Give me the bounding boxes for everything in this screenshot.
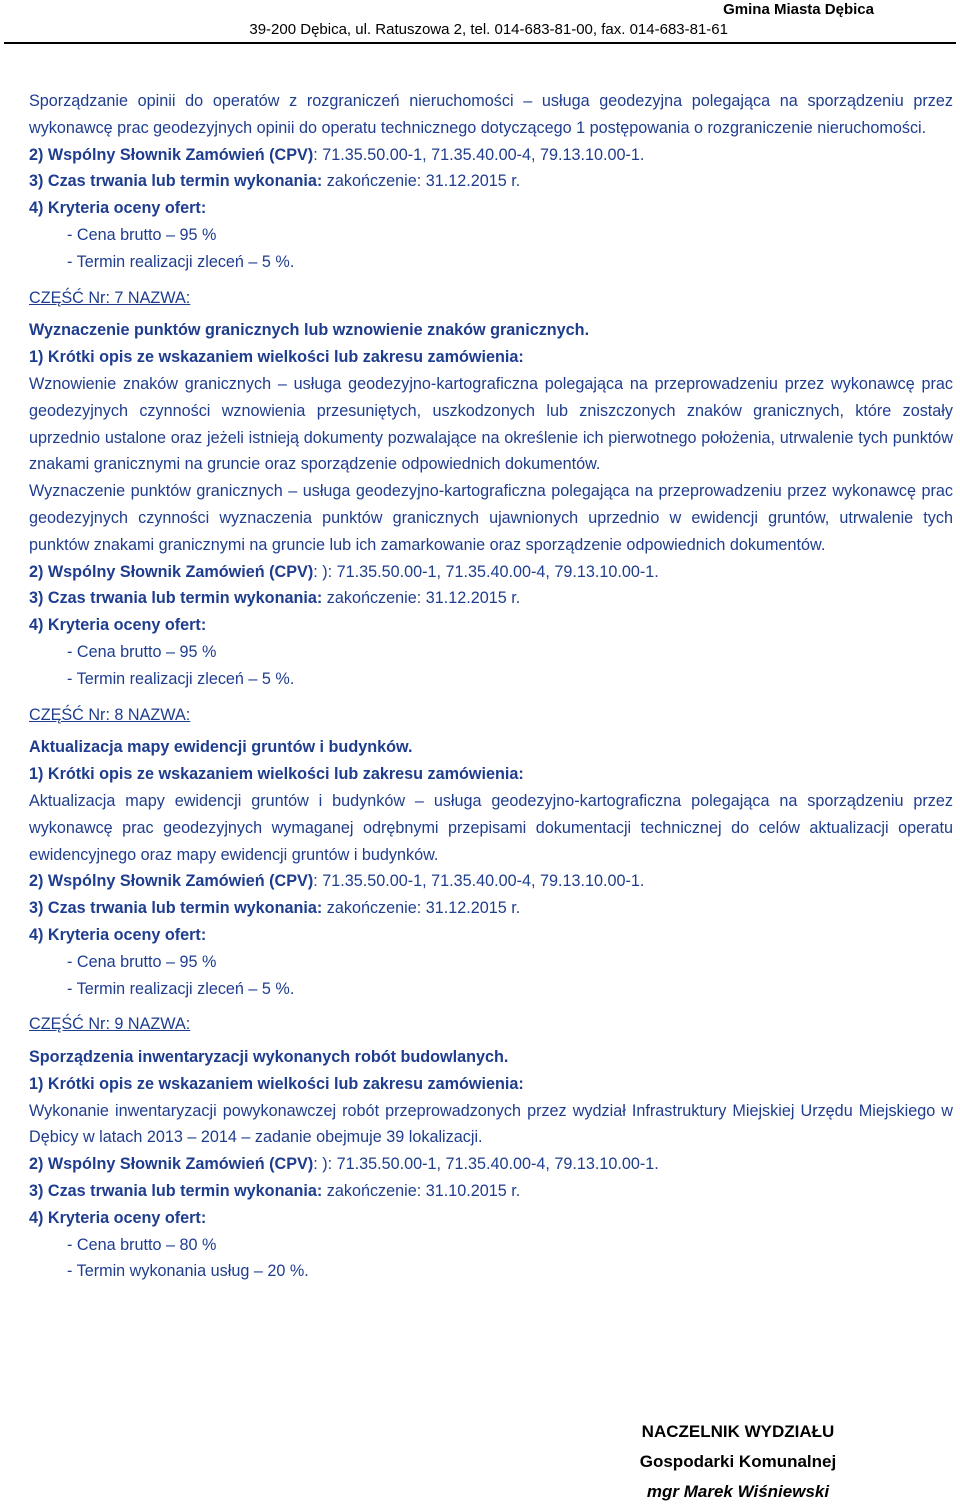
term-label: 3) Czas trwania lub termin wykonania:: [29, 899, 323, 918]
term-label: 3) Czas trwania lub termin wykonania:: [29, 589, 323, 608]
part-label: CZĘŚĆ Nr: 8 NAZWA:: [29, 705, 191, 724]
term-value: zakończenie: 31.12.2015 r.: [322, 899, 521, 918]
criteria-item: - Cena brutto – 95 %: [67, 642, 217, 661]
term-line: [29, 585, 953, 612]
criteria-label: 4) Kryteria oceny ofert:: [29, 1208, 207, 1227]
term-value: zakończenie: 31.10.2015 r.: [322, 1182, 521, 1201]
cpv-line: [29, 142, 953, 169]
cpv-value: : ): 71.35.50.00-1, 71.35.40.00-4, 79.13.10.00-1.: [313, 1155, 659, 1174]
criteria-item: - Termin realizacji zleceń – 5 %.: [67, 669, 295, 688]
page-header: [0, 0, 960, 46]
criteria-label: 4) Kryteria oceny ofert:: [29, 925, 207, 944]
cpv-label: 2) Wspólny Słownik Zamówień (CPV): [29, 562, 314, 581]
term-line: [29, 168, 953, 195]
cpv-label: 2) Wspólny Słownik Zamówień (CPV): [29, 145, 314, 164]
signature-department: Gospodarki Komunalnej: [639, 1452, 837, 1471]
term-value: zakończenie: 31.12.2015 r.: [322, 172, 521, 191]
signature-block: [629, 1417, 847, 1507]
desc-label: 1) Krótki opis ze wskazaniem wielkości lub zakresu zamówienia:: [29, 765, 524, 784]
criteria-item: - Cena brutto – 80 %: [67, 1235, 217, 1254]
term-value: zakończenie: 31.12.2015 r.: [322, 589, 521, 608]
desc-label: 1) Krótki opis ze wskazaniem wielkości lub zakresu zamówienia:: [29, 348, 524, 367]
header-divider: [4, 42, 956, 44]
part-name: Sporządzenia inwentaryzacji wykonanych robót budowlanych.: [29, 1048, 509, 1067]
criteria-label: 4) Kryteria oceny ofert:: [29, 616, 207, 635]
desc-label: 1) Krótki opis ze wskazaniem wielkości lub zakresu zamówienia:: [29, 1074, 524, 1093]
signature-title: NACZELNIK WYDZIAŁU: [641, 1422, 835, 1441]
cpv-line: [29, 1151, 953, 1178]
term-label: 3) Czas trwania lub termin wykonania:: [29, 172, 323, 191]
term-label: 3) Czas trwania lub termin wykonania:: [29, 1182, 323, 1201]
intro-section: [29, 88, 953, 276]
intro-text: Sporządzanie opinii do operatów z rozgraniczeń nieruchomości – usługa geodezyjna polegająca na sporządzeniu przez wykonawcę prac geodezyjnych opinii do operatu technicznego dotyczącego 1 postępowania o rozgraniczenie nieruchomości.: [29, 92, 953, 137]
desc-paragraph: Wyznaczenie punktów granicznych – usługa geodezyjno-kartograficzna polegająca na przeprowadzeniu przez wykonawcę prac geodezyjnych czynności wyznaczenia punktów granicznych ujawnionych uprzednio w ewidencji gruntów, utrwalenie tych punktów znakami granicznymi na gruncie lub ich zamarkowanie oraz sporządzenie odpowiednich dokumentów.: [29, 482, 953, 554]
cpv-value: : 71.35.50.00-1, 71.35.40.00-4, 79.13.10.00-1.: [313, 145, 645, 164]
cpv-label: 2) Wspólny Słownik Zamówień (CPV): [29, 872, 314, 891]
criteria-label: 4) Kryteria oceny ofert:: [29, 199, 207, 218]
document-body: [29, 88, 953, 1285]
criteria-item: - Termin realizacji zleceń – 5 %.: [67, 252, 295, 271]
criteria-item: - Cena brutto – 95 %: [67, 225, 217, 244]
part-name: Aktualizacja mapy ewidencji gruntów i budynków.: [29, 738, 413, 757]
part-label: CZĘŚĆ Nr: 7 NAZWA:: [29, 288, 191, 307]
part-label: CZĘŚĆ Nr: 9 NAZWA:: [29, 1015, 191, 1034]
cpv-label: 2) Wspólny Słownik Zamówień (CPV): [29, 1155, 314, 1174]
criteria-item: - Cena brutto – 95 %: [67, 952, 217, 971]
part-7-section: [29, 285, 953, 693]
desc-paragraph: Wykonanie inwentaryzacji powykonawczej robót przeprowadzonych przez wydział Infrastruktury Miejskiej Urzędu Miejskiego w Dębicy w latach 2013 – 2014 – zadanie obejmuje 39 lokalizacji.: [29, 1101, 953, 1147]
part-9-section: [29, 1011, 953, 1285]
term-line: [29, 1178, 953, 1205]
part-name: Wyznaczenie punktów granicznych lub wznowienie znaków granicznych.: [29, 321, 590, 340]
part-8-section: [29, 702, 953, 1003]
header-title: Gmina Miasta Dębica: [723, 1, 874, 18]
criteria-item: - Termin wykonania usług – 20 %.: [67, 1262, 309, 1281]
cpv-line: [29, 868, 953, 895]
desc-paragraph: Wznowienie znaków granicznych – usługa geodezyjno-kartograficzna polegająca na przeprowadzeniu przez wykonawcę prac geodezyjnych czynności wznowienia przesuniętych, uszkodzonych lub zniszczonych znaków granicznych, które zostały uprzednio ustalone oraz jeżeli istnieją dokumenty pozwalające na określenie ich pierwotnego położenia, utrwalenie tych punktów znakami granicznymi na gruncie oraz sporządzenie odpowiednich dokumentów.: [29, 374, 953, 474]
cpv-value: : ): 71.35.50.00-1, 71.35.40.00-4, 79.13.10.00-1.: [313, 562, 659, 581]
criteria-item: - Termin realizacji zleceń – 5 %.: [67, 979, 295, 998]
term-line: [29, 895, 953, 922]
cpv-value: : 71.35.50.00-1, 71.35.40.00-4, 79.13.10.00-1.: [313, 872, 645, 891]
signature-name: mgr Marek Wiśniewski: [646, 1482, 830, 1501]
cpv-line: [29, 559, 953, 586]
desc-paragraph: Aktualizacja mapy ewidencji gruntów i budynków – usługa geodezyjno-kartograficzna polegająca na sporządzeniu przez wykonawcę prac geodezyjnych wymaganej odrębnymi przepisami dokumentacji technicznej do celów aktualizacji operatu ewidencyjnego oraz mapy ewidencji gruntów i budynków.: [29, 791, 953, 864]
header-address: 39-200 Dębica, ul. Ratuszowa 2, tel. 014-683-81-00, fax. 014-683-81-61: [249, 21, 728, 38]
